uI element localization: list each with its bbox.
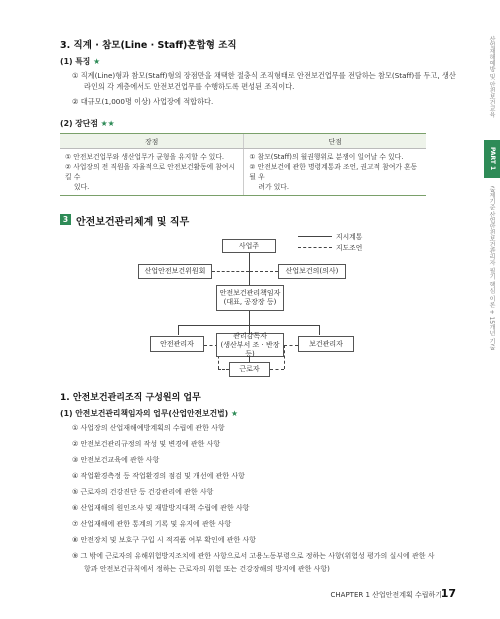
list-item-cont: 항과 안전보건규칙에서 정하는 근로자의 위험 또는 건강장해의 방지에 관한 사항)	[84, 565, 330, 573]
feature-item-1-cont: 라인의 각 계층에서도 안전보건업무를 수행하도록 편성된 조직이다.	[84, 82, 295, 91]
pros-cons-label: (2) 장단점 ★★	[60, 119, 115, 128]
star-icon: ★★	[100, 119, 115, 128]
safety-manager-box: 안전관리자	[150, 336, 204, 352]
star-icon: ★	[93, 57, 101, 66]
section-title: 안전보건관리체계 및 직무	[76, 217, 190, 228]
supervisor-box: 관리감독자 (생산부서 조 · 반장 등)	[216, 333, 284, 357]
side-top-label: 산업재해예방 및 안전보건교육	[488, 36, 495, 118]
section-heading: 3. 직계 · 참모(Line · Staff)혼합형 조직	[60, 40, 237, 51]
part-badge: PART 1	[484, 140, 500, 178]
owner-box: 사업주	[222, 239, 276, 253]
footer-chapter: CHAPTER 1 산업안전계획 수립하기	[330, 591, 442, 599]
pros-cons-table	[60, 133, 426, 196]
duties-subheading: (1) 안전보건관리책임자의 업무(산업안전보건법) ★	[60, 409, 238, 418]
list-item: ④ 작업환경측정 등 작업환경의 점검 및 개선에 관한 사항	[72, 472, 245, 480]
pros-header: 장점	[60, 134, 244, 149]
list-item: ⑨ 그 밖에 근로자의 유해위험방지조치에 관한 사항으로서 고용노동부령으로 정하는 사항(위험성 평가의 실시에 관한 사	[72, 552, 435, 560]
manager-box: 안전보건관리책임자 (대표, 공장장 등)	[216, 285, 284, 311]
list-item: ② 안전보건관리규정의 작성 및 변경에 관한 사항	[72, 440, 221, 448]
side-bottom-label: 출제기준 산업안전보건관리자 필기 핵심 이론 + 15개년 기출	[488, 186, 495, 351]
duties-heading: 1. 안전보건관리조직 구성원의 업무	[60, 393, 201, 403]
list-item: ① 사업장의 산업재해예방계획의 수립에 관한 사항	[72, 424, 225, 432]
list-item: ⑤ 근로자의 건강진단 등 건강관리에 관한 사항	[72, 488, 214, 496]
list-item: ⑧ 안전장치 및 보호구 구입 시 적격품 여부 확인에 관한 사항	[72, 536, 257, 544]
cons-cell: ① 참모(Staff)의 월권행위로 분쟁이 일어날 수 있다. ② 안전보건에 관한 명령계통과 조언, 권고적 참여가 혼동될 우 려가 있다.	[244, 149, 426, 196]
feature-label: (1) 특징 ★	[60, 57, 101, 66]
page-number: 17	[440, 587, 456, 600]
list-item: ⑦ 산업재해에 관한 통계의 기록 및 유지에 관한 사항	[72, 520, 232, 528]
connector-dashed	[212, 271, 249, 272]
pros-cell: ① 안전보건업무와 생산업무가 균형을 유지할 수 있다. ② 사업장의 전 직원을 자율적으로 안전보건활동에 참여시킬 수 있다.	[60, 149, 244, 196]
cons-header: 단점	[244, 134, 426, 149]
legend-dashed-label: 지도조언	[336, 244, 363, 252]
side-tab	[484, 0, 500, 619]
list-item: ③ 안전보건교육에 관한 사항	[72, 456, 160, 464]
feature-item-1: ① 직계(Line)형과 참모(Staff)형의 장점만을 채택한 절충식 조직형태로 안전보건업무를 전담하는 참모(Staff)를 두고, 생산	[72, 71, 456, 80]
list-item: ⑥ 산업재해의 원인조사 및 재발방지대책 수립에 관한 사항	[72, 504, 250, 512]
doctor-box: 산업보건의(의사)	[278, 264, 346, 279]
health-manager-box: 보건관리자	[298, 336, 354, 352]
feature-item-2: ② 대규모(1,000명 이상) 사업장에 적합하다.	[72, 97, 214, 106]
section-number-badge: 3	[60, 214, 71, 225]
committee-box: 산업안전보건위원회	[138, 264, 212, 279]
legend-solid-line	[298, 236, 332, 237]
legend-dashed-line	[298, 247, 332, 248]
legend-solid-label: 지시계통	[336, 233, 363, 241]
star-icon: ★	[230, 409, 238, 418]
worker-box: 근로자	[229, 362, 270, 377]
